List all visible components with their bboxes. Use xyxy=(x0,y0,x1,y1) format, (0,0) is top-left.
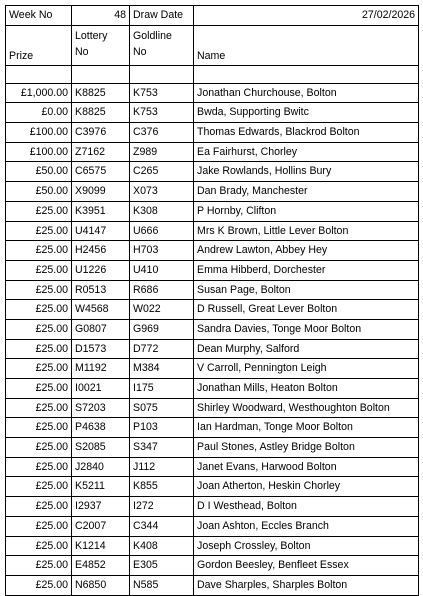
blank-cell xyxy=(6,65,72,83)
table-row xyxy=(6,379,419,399)
goldline-number-cell: K855 xyxy=(130,477,194,497)
table-row xyxy=(6,221,419,241)
table-row xyxy=(6,201,419,221)
winner-name-cell: D Russell, Great Lever Bolton xyxy=(194,300,419,320)
goldline-number-cell: J112 xyxy=(130,457,194,477)
winner-name-cell: Shirley Woodward, Westhoughton Bolton xyxy=(194,398,419,418)
goldline-number-cell: Z989 xyxy=(130,142,194,162)
prize-cell: £100.00 xyxy=(6,142,72,162)
header-row-week xyxy=(6,6,419,26)
goldline-number-cell: C376 xyxy=(130,123,194,143)
lottery-number-cell: H2456 xyxy=(72,241,130,261)
prize-cell: £1,000.00 xyxy=(6,83,72,103)
table-row xyxy=(6,123,419,143)
lottery-number-cell: Z7162 xyxy=(72,142,130,162)
goldline-number-cell: I175 xyxy=(130,379,194,399)
winner-name-cell: Jake Rowlands, Hollins Bury xyxy=(194,162,419,182)
lottery-number-cell: C6575 xyxy=(72,162,130,182)
goldline-header-line1: Goldline xyxy=(133,29,172,42)
prize-cell: £50.00 xyxy=(6,182,72,202)
week-label: Week No xyxy=(6,6,72,26)
lottery-number-cell: K8825 xyxy=(72,103,130,123)
lottery-header-line1: Lottery xyxy=(75,29,108,42)
goldline-header xyxy=(130,25,194,65)
lottery-number-cell: R0513 xyxy=(72,280,130,300)
winner-name-cell: Dave Sharples, Sharples Bolton xyxy=(194,575,419,595)
prize-cell: £25.00 xyxy=(6,516,72,536)
goldline-number-cell: N585 xyxy=(130,575,194,595)
winner-name-cell: Joan Atherton, Heskin Chorley xyxy=(194,477,419,497)
lottery-number-cell: S7203 xyxy=(72,398,130,418)
winner-name-cell: Emma Hibberd, Dorchester xyxy=(194,260,419,280)
draw-date-value: 27/02/2026 xyxy=(194,6,419,26)
prize-cell: £100.00 xyxy=(6,123,72,143)
lottery-number-cell: K1214 xyxy=(72,536,130,556)
table-row xyxy=(6,300,419,320)
table-row xyxy=(6,398,419,418)
goldline-number-cell: H703 xyxy=(130,241,194,261)
lottery-number-cell: U4147 xyxy=(72,221,130,241)
table-row xyxy=(6,477,419,497)
lottery-number-cell: I0021 xyxy=(72,379,130,399)
lottery-header-line2: No xyxy=(75,46,89,59)
prize-cell: £25.00 xyxy=(6,201,72,221)
winner-name-cell: Sandra Davies, Tonge Moor Bolton xyxy=(194,319,419,339)
blank-cell xyxy=(72,65,130,83)
lottery-number-cell: J2840 xyxy=(72,457,130,477)
goldline-number-cell: W022 xyxy=(130,300,194,320)
table-row xyxy=(6,418,419,438)
winner-name-cell: V Carroll, Pennington Leigh xyxy=(194,359,419,379)
prize-cell: £25.00 xyxy=(6,359,72,379)
table-row xyxy=(6,516,419,536)
winner-name-cell: Jonathan Mills, Heaton Bolton xyxy=(194,379,419,399)
draw-date-label: Draw Date xyxy=(130,6,194,26)
lottery-number-cell: K8825 xyxy=(72,83,130,103)
goldline-number-cell: K753 xyxy=(130,103,194,123)
goldline-number-cell: G969 xyxy=(130,319,194,339)
winner-name-cell: Jonathan Churchouse, Bolton xyxy=(194,83,419,103)
lottery-number-cell: N6850 xyxy=(72,575,130,595)
prize-cell: £25.00 xyxy=(6,477,72,497)
draw-results-table xyxy=(5,5,419,596)
table-row xyxy=(6,438,419,458)
winner-name-cell: P Hornby, Clifton xyxy=(194,201,419,221)
prize-cell: £25.00 xyxy=(6,319,72,339)
prize-cell: £25.00 xyxy=(6,339,72,359)
winner-name-cell: Mrs K Brown, Little Lever Bolton xyxy=(194,221,419,241)
prize-cell: £25.00 xyxy=(6,497,72,517)
goldline-number-cell: D772 xyxy=(130,339,194,359)
lottery-number-cell: X9099 xyxy=(72,182,130,202)
goldline-number-cell: E305 xyxy=(130,556,194,576)
table-row xyxy=(6,182,419,202)
winner-name-cell: Dan Brady, Manchester xyxy=(194,182,419,202)
lottery-number-cell: D1573 xyxy=(72,339,130,359)
goldline-number-cell: U666 xyxy=(130,221,194,241)
table-row xyxy=(6,103,419,123)
goldline-number-cell: I272 xyxy=(130,497,194,517)
table-row xyxy=(6,319,419,339)
table-row xyxy=(6,536,419,556)
winner-name-cell: Thomas Edwards, Blackrod Bolton xyxy=(194,123,419,143)
lottery-number-cell: C2007 xyxy=(72,516,130,536)
prize-cell: £25.00 xyxy=(6,221,72,241)
winner-name-cell: Ian Hardman, Tonge Moor Bolton xyxy=(194,418,419,438)
prize-cell: £50.00 xyxy=(6,162,72,182)
blank-row xyxy=(6,65,419,83)
table-row xyxy=(6,497,419,517)
lottery-number-cell: K3951 xyxy=(72,201,130,221)
winner-name-cell: Joan Ashton, Eccles Branch xyxy=(194,516,419,536)
winner-name-cell: Gordon Beesley, Benfleet Essex xyxy=(194,556,419,576)
goldline-number-cell: X073 xyxy=(130,182,194,202)
prize-cell: £25.00 xyxy=(6,379,72,399)
lottery-number-cell: P4638 xyxy=(72,418,130,438)
lottery-number-cell: G0807 xyxy=(72,319,130,339)
winner-name-cell: Paul Stones, Astley Bridge Bolton xyxy=(194,438,419,458)
winner-name-cell: Janet Evans, Harwood Bolton xyxy=(194,457,419,477)
prize-cell: £25.00 xyxy=(6,457,72,477)
lottery-number-cell: W4568 xyxy=(72,300,130,320)
table-row xyxy=(6,260,419,280)
winner-name-cell: Andrew Lawton, Abbey Hey xyxy=(194,241,419,261)
blank-cell xyxy=(194,65,419,83)
name-header: Name xyxy=(194,25,419,65)
table-row xyxy=(6,339,419,359)
winner-name-cell: Susan Page, Bolton xyxy=(194,280,419,300)
table-row xyxy=(6,162,419,182)
prize-cell: £25.00 xyxy=(6,280,72,300)
winner-name-cell: Bwda, Supporting Bwitc xyxy=(194,103,419,123)
prize-cell: £25.00 xyxy=(6,300,72,320)
goldline-number-cell: P103 xyxy=(130,418,194,438)
goldline-number-cell: R686 xyxy=(130,280,194,300)
goldline-number-cell: K308 xyxy=(130,201,194,221)
winner-name-cell: Joseph Crossley, Bolton xyxy=(194,536,419,556)
goldline-number-cell: S075 xyxy=(130,398,194,418)
header-row-columns xyxy=(6,25,419,65)
prize-cell: £25.00 xyxy=(6,438,72,458)
table-row xyxy=(6,359,419,379)
lottery-number-cell: K5211 xyxy=(72,477,130,497)
lottery-number-cell: E4852 xyxy=(72,556,130,576)
prize-cell: £25.00 xyxy=(6,536,72,556)
prize-cell: £25.00 xyxy=(6,398,72,418)
table-row xyxy=(6,457,419,477)
table-row xyxy=(6,142,419,162)
prize-cell: £25.00 xyxy=(6,556,72,576)
lottery-number-cell: M1192 xyxy=(72,359,130,379)
winner-name-cell: Ea Fairhurst, Chorley xyxy=(194,142,419,162)
prize-cell: £25.00 xyxy=(6,575,72,595)
table-row xyxy=(6,280,419,300)
lottery-number-cell: I2937 xyxy=(72,497,130,517)
prize-cell: £25.00 xyxy=(6,418,72,438)
goldline-number-cell: K753 xyxy=(130,83,194,103)
goldline-number-cell: C344 xyxy=(130,516,194,536)
lottery-number-cell: C3976 xyxy=(72,123,130,143)
goldline-number-cell: C265 xyxy=(130,162,194,182)
prize-cell: £0.00 xyxy=(6,103,72,123)
table-row xyxy=(6,83,419,103)
table-row xyxy=(6,241,419,261)
lottery-header xyxy=(72,25,130,65)
goldline-number-cell: K408 xyxy=(130,536,194,556)
blank-cell xyxy=(130,65,194,83)
results-sheet xyxy=(5,5,419,596)
lottery-number-cell: U1226 xyxy=(72,260,130,280)
prize-cell: £25.00 xyxy=(6,260,72,280)
goldline-number-cell: U410 xyxy=(130,260,194,280)
prize-header: Prize xyxy=(6,25,72,65)
winner-name-cell: Dean Murphy, Salford xyxy=(194,339,419,359)
goldline-number-cell: S347 xyxy=(130,438,194,458)
goldline-header-line2: No xyxy=(133,46,147,59)
goldline-number-cell: M384 xyxy=(130,359,194,379)
week-value: 48 xyxy=(72,6,130,26)
prize-cell: £25.00 xyxy=(6,241,72,261)
winner-name-cell: D I Westhead, Bolton xyxy=(194,497,419,517)
table-row xyxy=(6,575,419,595)
lottery-number-cell: S2085 xyxy=(72,438,130,458)
